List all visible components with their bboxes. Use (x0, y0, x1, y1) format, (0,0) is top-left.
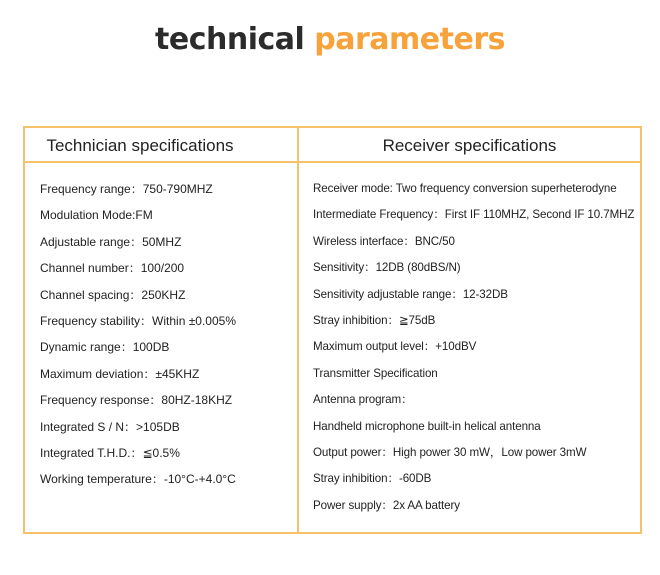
spec-transmitter-specification: Transmitter Specification (313, 366, 438, 380)
spec-sensitivity: Sensitivity：12DB (80dBS/N) (313, 261, 461, 275)
spec-integrated-sn: Integrated S / N：>105DB (40, 419, 180, 434)
spec-stray-inhibition-receiver: Stray inhibition：≧75dB (313, 313, 436, 327)
spec-receiver-mode: Receiver mode: Two frequency conversion superheterodyne (313, 182, 617, 195)
spec-table (23, 126, 642, 534)
spec-wireless-interface: Wireless interface：BNC/50 (313, 234, 455, 248)
spec-antenna-description: Handheld microphone built-in helical antenna (313, 419, 541, 433)
receiver-specs-header: Receiver specifications (382, 136, 557, 155)
spec-frequency-stability: Frequency stability：Within ±0.005% (40, 313, 237, 328)
spec-modulation-mode: Modulation Mode:FM (40, 208, 153, 223)
page-title (0, 22, 660, 58)
spec-stray-inhibition-transmitter: Stray inhibition：-60DB (313, 472, 432, 486)
header-divider (25, 161, 640, 163)
spec-sensitivity-adjustable-range: Sensitivity adjustable range：12-32DB (313, 287, 508, 301)
spec-channel-spacing: Channel spacing：250KHZ (40, 287, 186, 302)
spec-frequency-response: Frequency response：80HZ-18KHZ (40, 393, 233, 408)
spec-adjustable-range: Adjustable range：50MHZ (40, 234, 182, 249)
receiver-specs-list (313, 176, 638, 519)
title-word-technical: technical (155, 22, 305, 57)
spec-maximum-deviation: Maximum deviation：±45KHZ (40, 366, 200, 381)
spec-dynamic-range: Dynamic range：100DB (40, 340, 170, 355)
spec-frequency-range: Frequency range：750-790MHZ (40, 182, 213, 196)
spec-integrated-thd: Integrated T.H.D.：≦0.5% (40, 445, 180, 460)
spec-output-power: Output power：High power 30 mW，Low power 3mW (313, 445, 587, 459)
spec-power-supply: Power supply：2x AA battery (313, 498, 460, 512)
spec-intermediate-frequency: Intermediate Frequency：First IF 110MHZ, Second IF 10.7MHZ (313, 208, 635, 222)
spec-working-temperature: Working temperature：-10°C-+4.0°C (40, 472, 236, 487)
technician-specs-list (40, 176, 290, 493)
column-divider (297, 128, 299, 532)
spec-maximum-output-level: Maximum output level：+10dBV (313, 340, 477, 354)
title-word-parameters: parameters (314, 22, 505, 57)
spec-channel-number: Channel number：100/200 (40, 261, 185, 276)
spec-antenna-program: Antenna program： (313, 393, 413, 407)
technician-specs-header: Technician specifications (46, 136, 234, 155)
